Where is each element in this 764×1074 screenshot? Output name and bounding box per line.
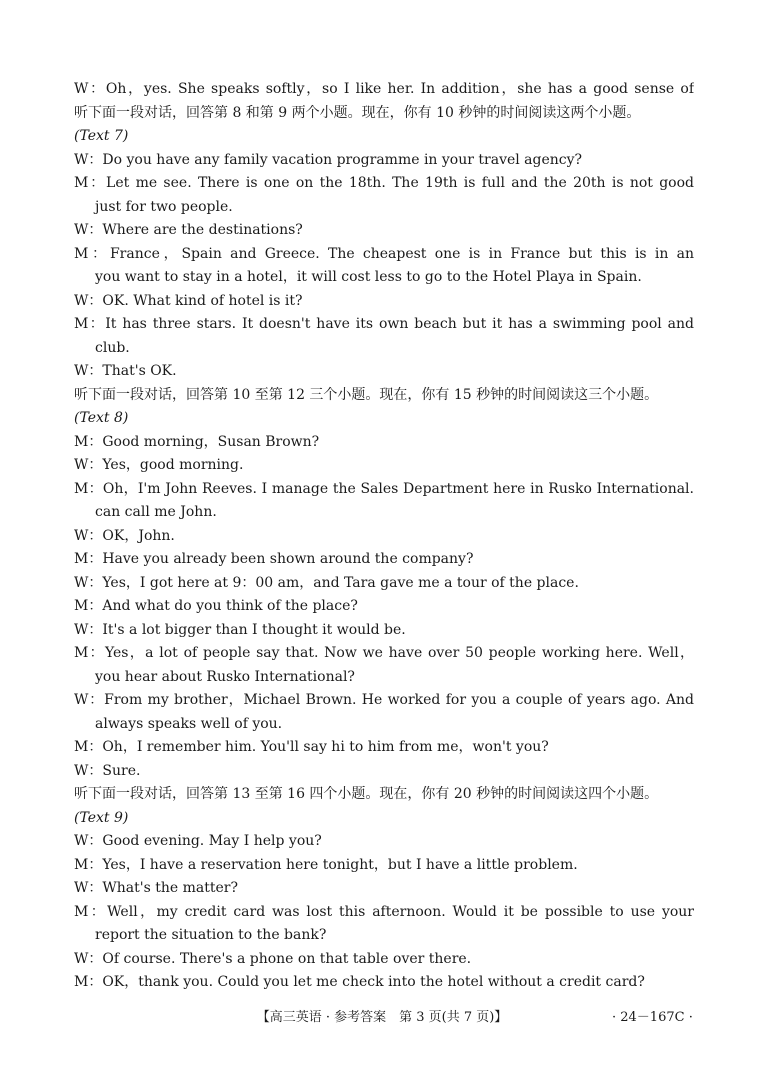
dialogue-line: M：Yes，I have a reservation here tonight，but I have a little problem.	[74, 856, 578, 873]
dialogue-line: M：Good morning，Susan Brown?	[74, 433, 320, 450]
dialogue-continuation: you hear about Rusko International?	[95, 668, 355, 685]
dialogue-line: W：OK，John.	[74, 527, 175, 544]
footer-page-info: 【高三英语 · 参考答案 第 3 页(共 7 页)】	[256, 1010, 508, 1025]
dialogue-line: M：It has three stars. It doesn't have its own beach but it has a swimming pool and	[74, 316, 694, 332]
dialogue-continuation: you want to stay in a hotel，it will cost less to go to the Hotel Playa in Spain.	[95, 269, 642, 285]
dialogue-line: W：It's a lot bigger than I thought it would be.	[74, 621, 406, 638]
text-heading: (Text 8)	[74, 410, 129, 426]
dialogue-line: M：Have you already been shown around the company?	[74, 551, 474, 567]
dialogue-line: W：From my brother，Michael Brown. He worked for you a couple of years ago. And	[74, 692, 694, 708]
dialogue-line: W：What's the matter?	[74, 880, 238, 896]
dialogue-continuation: just for two people.	[95, 198, 233, 215]
dialogue-line: W：Good evening. May I help you?	[74, 833, 322, 849]
dialogue-continuation: report the situation to the bank?	[95, 927, 327, 943]
dialogue-line: M：And what do you think of the place?	[74, 598, 358, 614]
section-instruction: 听下面一段对话，回答第 8 和第 9 两个小题。现在，你有 10 秒钟的时间阅读这两个小题。	[74, 104, 641, 121]
dialogue-line: M：Yes，a lot of people say that. Now we have over 50 people working here. Well，	[74, 645, 694, 661]
dialogue-line: W：Yes，good morning.	[74, 457, 244, 473]
section-instruction: 听下面一段对话，回答第 13 至第 16 四个小题。现在，你有 20 秒钟的时间阅读这四个小题。	[74, 786, 659, 802]
dialogue-line: M：Well，my credit card was lost this afternoon. Would it be possible to use your	[74, 903, 694, 920]
text-heading: (Text 7)	[74, 128, 129, 144]
dialogue-line: W：Do you have any family vacation programme in your travel agency?	[74, 151, 583, 168]
dialogue-continuation: always speaks well of you.	[95, 715, 283, 732]
section-instruction: 听下面一段对话，回答第 10 至第 12 三个小题。现在，你有 15 秒钟的时间阅读这三个小题。	[74, 386, 659, 403]
document-body	[74, 78, 694, 995]
dialogue-line: W：OK. What kind of hotel is it?	[74, 292, 303, 309]
text-heading: (Text 9)	[74, 809, 129, 826]
dialogue-line: W：Sure.	[74, 762, 141, 779]
dialogue-line: M：Oh，I'm John Reeves. I manage the Sales Department here in Rusko International.	[74, 480, 694, 497]
dialogue-line: W：Where are the destinations?	[74, 222, 303, 238]
dialogue-line: W：Of course. There's a phone on that table over there.	[74, 950, 472, 967]
dialogue-line: M：Oh，I remember him. You'll say hi to him from me，won't you?	[74, 739, 549, 755]
page-footer	[0, 1006, 764, 1028]
dialogue-line: M：Let me see. There is one on the 18th. The 19th is full and the 20th is not good	[74, 175, 694, 191]
footer-code: · 24－167C ·	[612, 1010, 693, 1025]
dialogue-line: W：Oh，yes. She speaks softly，so I like her. In addition，she has a good sense of	[74, 81, 694, 97]
dialogue-line: M：OK，thank you. Could you let me check into the hotel without a credit card?	[74, 974, 645, 990]
dialogue-line: W：Yes，I got here at 9：00 am，and Tara gave me a tour of the place.	[74, 574, 579, 591]
dialogue-continuation: can call me John.	[95, 504, 217, 520]
dialogue-line: W：That's OK.	[74, 363, 177, 379]
dialogue-line: M：France，Spain and Greece. The cheapest one is in France but this is in an	[74, 245, 694, 262]
dialogue-continuation: club.	[95, 339, 130, 356]
